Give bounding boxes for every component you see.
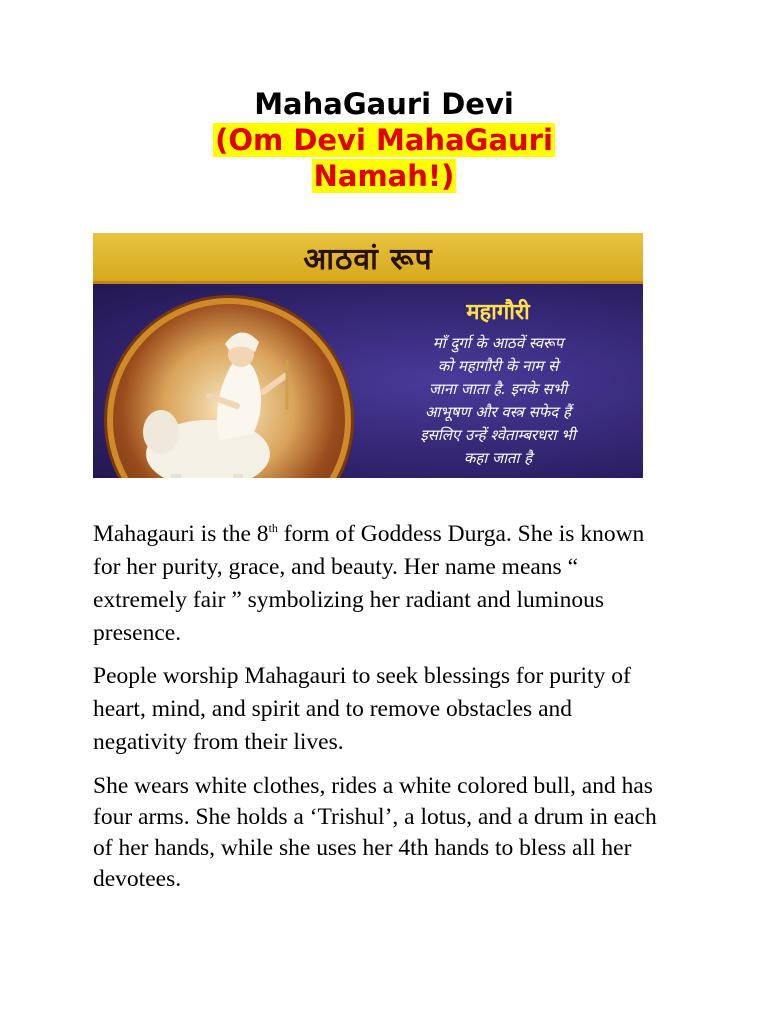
paragraph-introduction — [93, 518, 663, 650]
banner-heading: आठवां रूप — [303, 241, 433, 277]
banner-text-line: इसलिए उन्हें श्वेताम्बरधरा भी — [420, 426, 576, 444]
mantra-line-2 — [0, 158, 768, 194]
page-title: MahaGauri Devi — [254, 87, 514, 121]
banner-text-line: कहा जाता है — [463, 449, 533, 467]
banner-caption — [363, 296, 633, 470]
banner-description — [363, 332, 633, 470]
paragraph-appearance: She wears white clothes, rides a white colored bull, and has four arms. She holds a ‘Trishul’, a lotus, and a drum in each of her hands, while she uses her 4th hands to bless all her devotees. — [93, 773, 657, 892]
goddess-on-bull-illustration — [113, 304, 345, 478]
banner-text-line: को महागौरी के नाम से — [437, 357, 559, 375]
mantra-text-2: Namah!) — [313, 159, 455, 193]
banner-header — [93, 233, 643, 284]
mantra-text-1: (Om Devi MahaGauri — [215, 123, 553, 157]
goddess-banner-image — [93, 233, 643, 478]
goddess-medallion-image — [107, 298, 351, 478]
banner-text-line: आभूषण और वस्त्र सफेद हैं — [424, 403, 572, 421]
title-block — [0, 86, 768, 194]
banner-body — [93, 284, 643, 478]
banner-goddess-name: महागौरी — [466, 300, 530, 325]
mantra-line-1 — [0, 122, 768, 158]
intro-text-rest: form of Goddess Durga. She is known for her purity, grace, and beauty. Her name means “ extremely fair ” symbolizing her radiant and luminous presence. — [93, 521, 645, 646]
banner-text-line: जाना जाता है. इनके सभी — [428, 380, 568, 398]
article-body — [93, 518, 663, 895]
ordinal-superscript: th — [268, 521, 278, 536]
intro-text-start: Mahagauri is the 8 — [93, 521, 269, 547]
paragraph-worship: People worship Mahagauri to seek blessings for purity of heart, mind, and spirit and to remove obstacles and negativity from their lives. — [93, 663, 631, 755]
banner-text-line: माँ दुर्गा के आठवें स्वरूप — [432, 334, 564, 352]
